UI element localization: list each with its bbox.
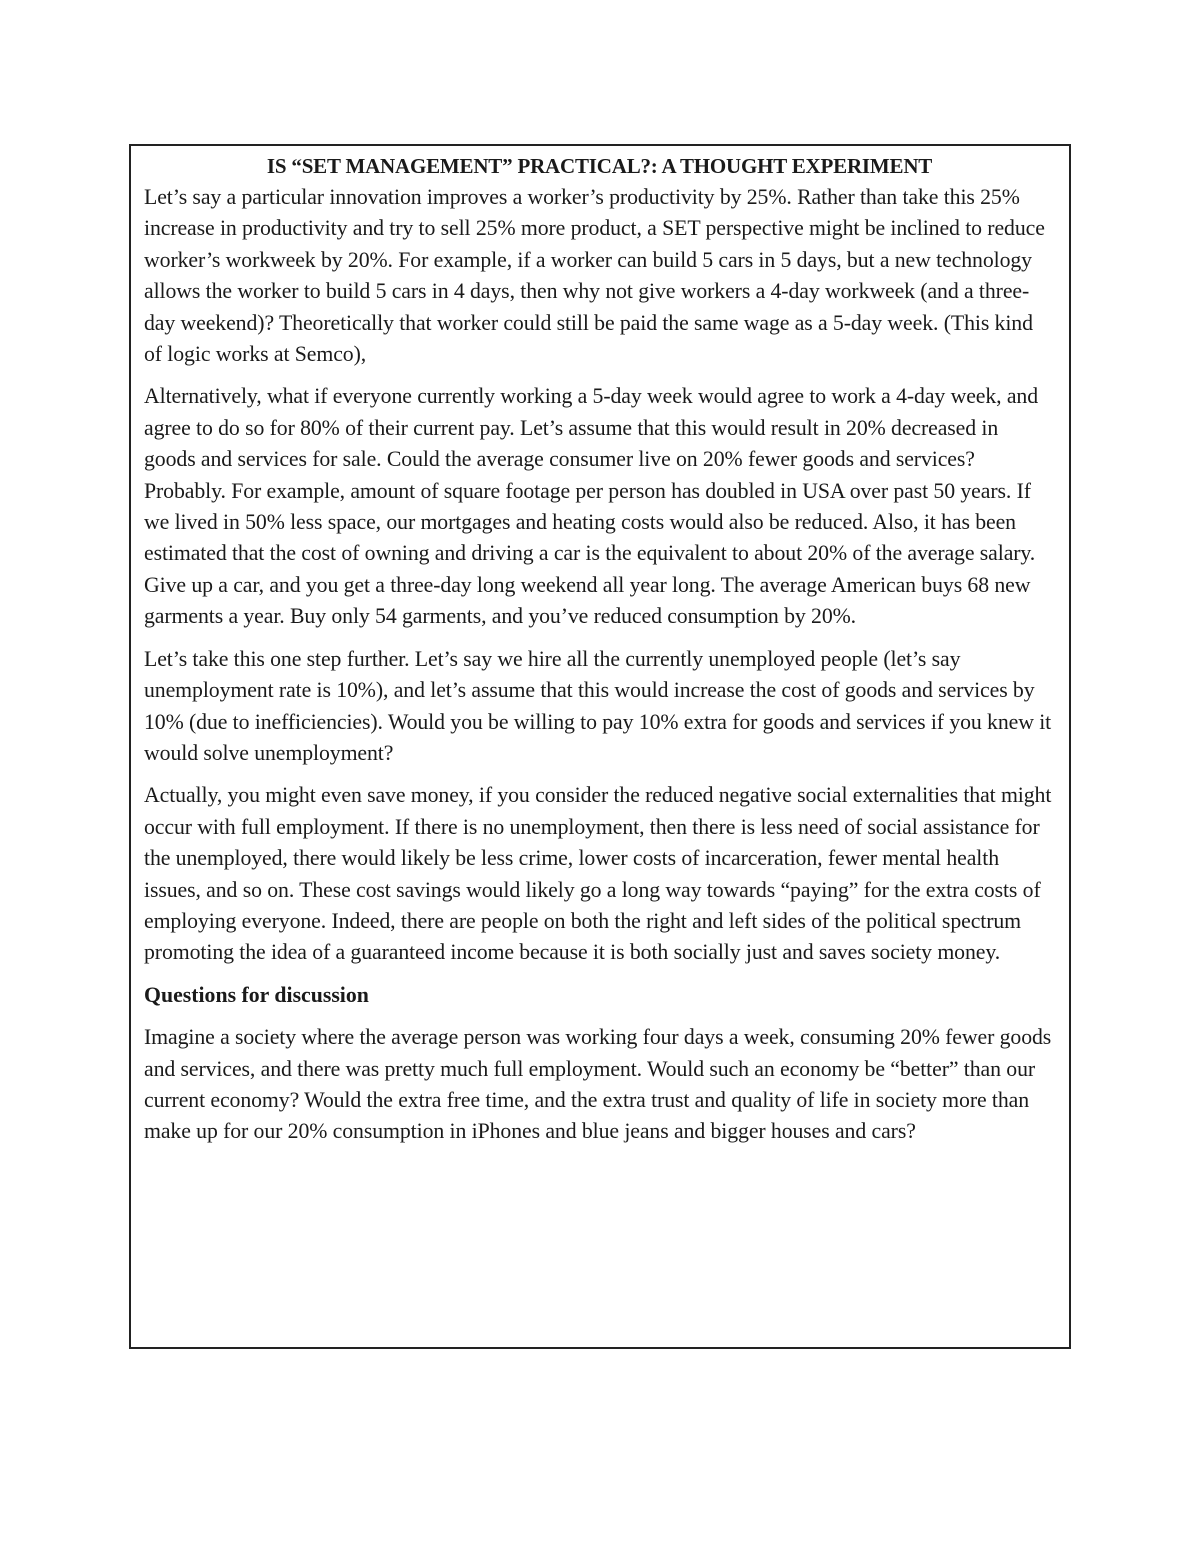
paragraph-productivity: Let’s say a particular innovation improves a worker’s productivity by 25%. Rather than take this 25% increase in productivity and try to sell 25% more product, a SET perspective might be inclined to reduce worker’s workweek by 20%. For example, if a worker can build 5 cars in 5 days, but a new technology allows the worker to build 5 cars in 4 days, then why not give workers a 4-day workweek (and a three-day weekend)? Theoretically that worker could still be paid the same wage as a 5-day week. (This kind of logic works at Semco), [144,185,1045,367]
questions-paragraph: Imagine a society where the average person was working four days a week, consuming 20% fewer goods and services, and there was pretty much full employment. Would such an economy be “better” than our current economy? Would the extra free time, and the extra trust and quality of life in society more than make up for our 20% consumption in iPhones and blue jeans and bigger houses and cars? [144,1025,1052,1144]
document-title: IS “SET MANAGEMENT” PRACTICAL?: A THOUGHT EXPERIMENT [266,154,933,178]
questions-heading: Questions for discussion [144,982,369,1007]
paragraph-unemployment: Let’s take this one step further. Let’s say we hire all the currently unemployed people (let’s say unemployment rate is 10%), and let’s assume that this would increase the cost of goods and services by 10% (due to inefficiencies). Would you be willing to pay 10% extra for goods and services if you knew it would solve unemployment? [144,646,1052,765]
document-box [129,144,1071,1349]
paragraph-social-savings: Actually, you might even save money, if you consider the reduced negative social externalities that might occur with full employment. If there is no unemployment, then there is less need of social assistance for the unemployed, there would likely be less crime, lower costs of incarceration, fewer mental health issues, and so on. These cost savings would likely go a long way towards “paying” for the extra costs of employing everyone. Indeed, there are people on both the right and left sides of the political spectrum promoting the idea of a guaranteed income because it is both socially just and saves society money. [144,783,1052,965]
paragraph-four-day-week: Alternatively, what if everyone currently working a 5-day week would agree to work a 4-day week, and agree to do so for 80% of their current pay. Let’s assume that this would result in 20% decreased in goods and services for sale. Could the average consumer live on 20% fewer goods and services? Probably. For example, amount of square footage per person has doubled in USA over past 50 years. If we lived in 50% less space, our mortgages and heating costs would also be reduced. Also, it has been estimated that the cost of owning and driving a car is the equivalent to about 20% of the average salary. Give up a car, and you get a three-day long weekend all year long. The average American buys 68 new garments a year. Buy only 54 garments, and you’ve reduced consumption by 20%. [144,384,1039,629]
